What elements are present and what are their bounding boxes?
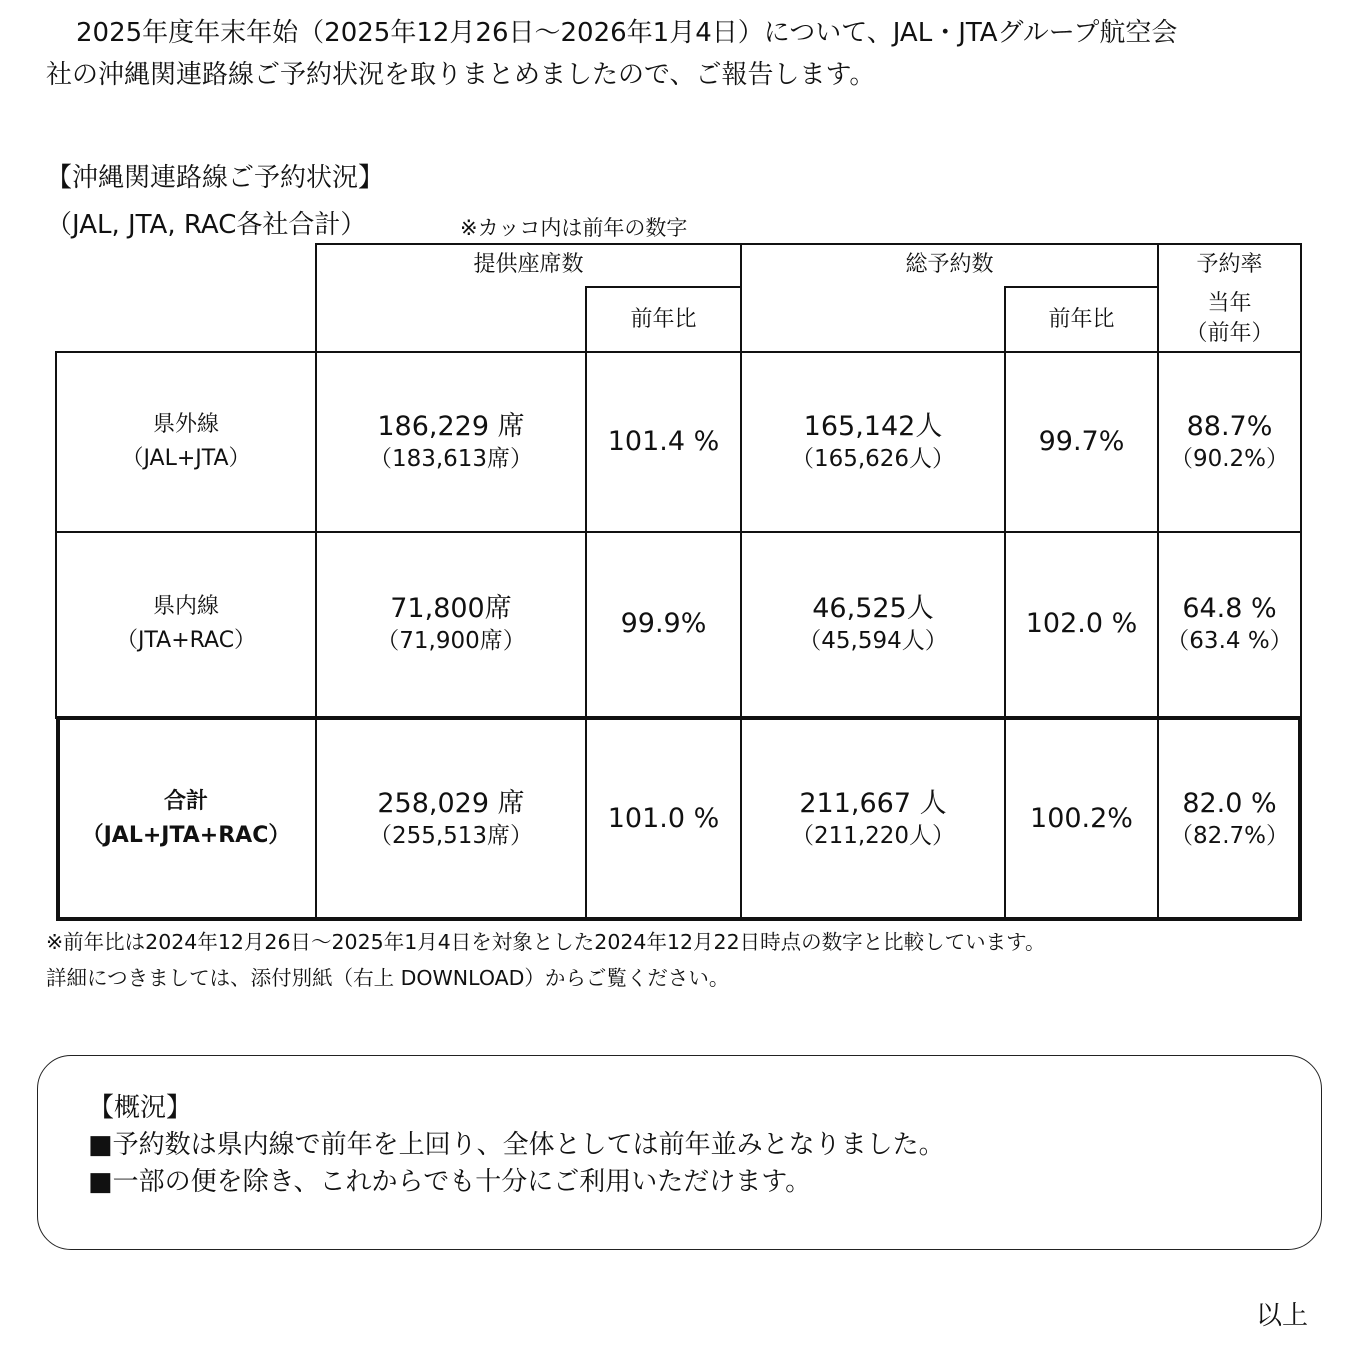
summary-item: ■予約数は県内線で前年を上回り、全体としては前年並みとなりました。 [88,1130,945,1160]
bookings-value: 165,142人 [803,411,943,442]
row-label-out-of-prefecture [56,352,316,532]
header-load-factor-sub [1158,286,1301,352]
load-factor-value: 82.0 % [1182,787,1277,819]
cell-load-factor [1158,352,1301,532]
header-load-factor: 予約率 [1196,252,1263,277]
header-load-factor-previous: （前年） [1185,321,1274,346]
load-factor-prev-value: （82.7%） [1169,822,1290,849]
seats-prev-value: （71,900席） [376,628,526,654]
closing-remark: 以上 [1256,1301,1309,1331]
load-factor-value: 88.7% [1186,411,1273,442]
bookings-prev-value: （211,220人） [790,822,956,849]
row-label-in-prefecture [56,532,316,716]
table-border-sub-header [1004,286,1158,288]
cell-bookings [741,532,1005,716]
table-border-header-bottom [55,351,1301,353]
seats-value: 258,029 席 [377,787,525,819]
section-title: 【沖縄関連路線ご予約状況】 [46,163,385,193]
row-label-sub: （JAL+JTA） [121,446,251,471]
load-factor-value: 64.8 % [1182,593,1277,624]
summary-item: ■一部の便を除き、これからでも十分にご利用いただけます。 [88,1167,812,1197]
row-label-sub: （JAL+JTA+RAC） [81,822,291,848]
intro-line-2: 社の沖縄関連路線ご予約状況を取りまとめましたので、ご報告します。 [46,60,876,90]
cell-seats [316,532,586,716]
load-factor-prev-value: （63.4 %） [1166,628,1293,654]
seats-value: 71,800席 [390,593,512,624]
seats-prev-value: （255,513席） [368,822,534,849]
cell-seats [316,352,586,532]
cell-seats-ratio: 99.9% [620,608,707,639]
footnote-line-2: 詳細につきましては、添付別紙（右上 DOWNLOAD）からご覧ください。 [46,966,730,990]
bookings-value: 211,667 人 [799,787,947,819]
cell-bookings [741,352,1005,532]
seats-prev-value: （183,613席） [368,446,534,472]
row-label-sub: （JTA+RAC） [115,628,257,653]
table-border-right [1300,243,1302,721]
table-footnote [46,924,1045,996]
header-bookings-ratio: 前年比 [1048,307,1115,332]
bookings-value: 46,525人 [812,593,934,624]
cell-bookings-ratio: 100.2% [1030,802,1133,834]
table-border-sub-header [585,286,741,288]
cell-load-factor [1158,532,1301,716]
header-bookings: 総予約数 [905,252,994,277]
header-seats: 提供座席数 [473,252,584,277]
paren-note: ※カッコ内は前年の数字 [460,216,688,240]
row-label: 合計 [163,788,208,814]
cell-seats-ratio: 101.4 % [607,426,720,457]
header-seats-ratio: 前年比 [630,307,697,332]
section-subtitle: （JAL, JTA, RAC各社合計） [46,210,367,240]
load-factor-prev-value: （90.2%） [1169,446,1290,472]
row-label: 県外線 [152,412,219,437]
footnote-line-1: ※前年比は2024年12月26日～2025年1月4日を対象とした2024年12月22日時点の数字と比較しています。 [46,930,1046,954]
cell-bookings-ratio: 102.0 % [1025,608,1138,639]
cell-bookings-ratio: 99.7% [1038,426,1125,457]
table-border-left [55,351,57,719]
row-label: 県内線 [152,594,219,619]
summary-title: 【概況】 [88,1093,193,1123]
bookings-prev-value: （165,626人） [790,446,956,472]
seats-value: 186,229 席 [377,411,525,442]
bookings-prev-value: （45,594人） [798,628,948,654]
intro-line-1: 2025年度年末年始（2025年12月26日～2026年1月4日）について、JAL・JTAグループ航空会 [76,18,1178,48]
table-border-row [55,531,1301,533]
cell-seats-ratio: 101.0 % [607,802,720,834]
table-border-top [315,243,1301,245]
header-load-factor-current: 当年 [1207,291,1252,316]
summary-text [88,1090,945,1201]
total-row-frame [56,716,1302,921]
